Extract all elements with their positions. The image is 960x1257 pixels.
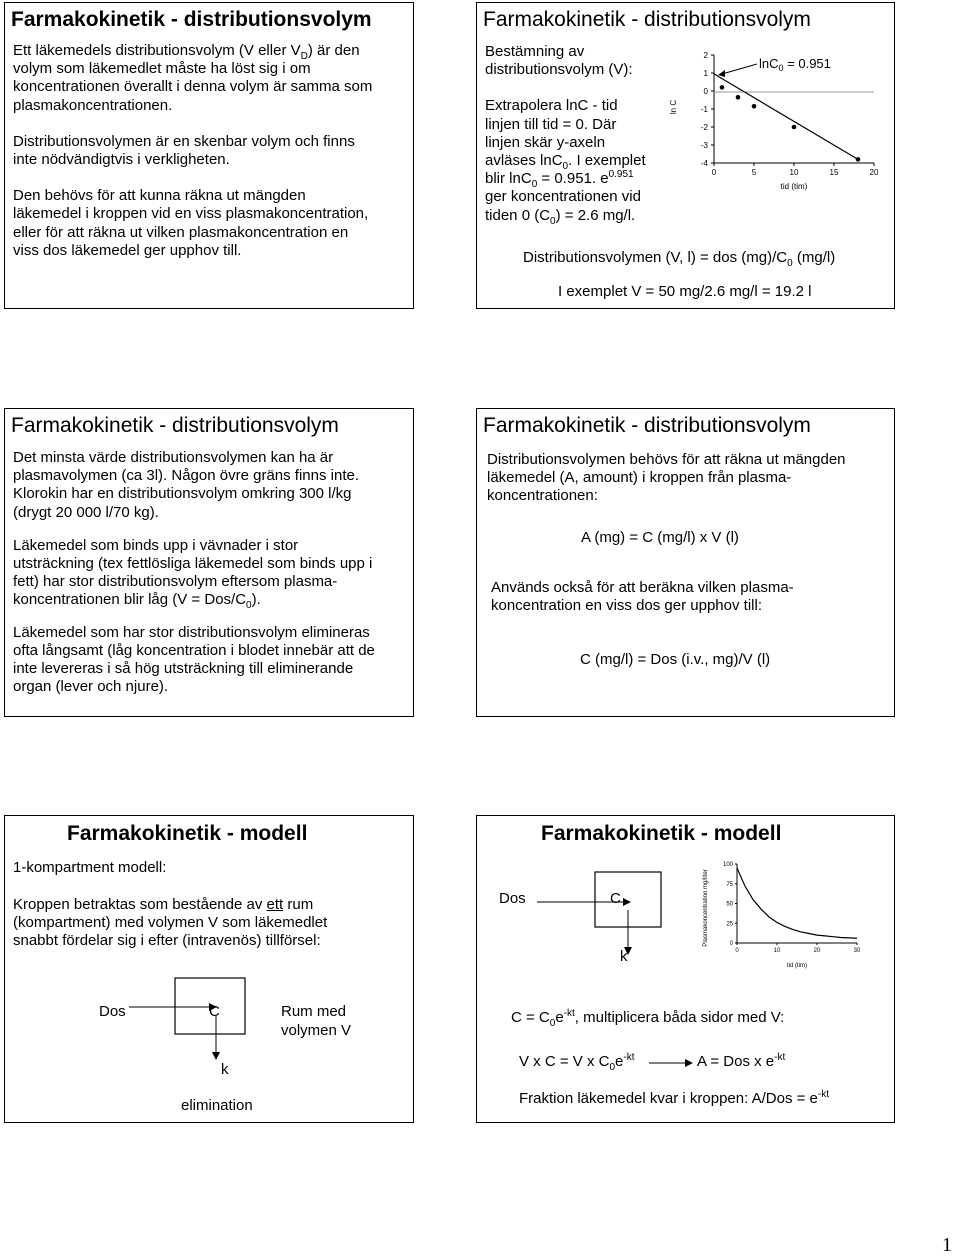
text-line: eller för att räkna ut vilken plasmakoncentration en [13,223,349,241]
slide-title: Farmakokinetik - modell [67,822,308,845]
volume-formula: Distributionsvolymen (V, l) = dos $(mg)/C_0$ (mg/l) [523,249,836,269]
slide-body [13,449,375,696]
slide-title: Farmakokinetik - distributionsvolym [483,8,811,31]
dose-label: Dos [499,890,526,907]
data-point [856,157,861,162]
annotation-arrow [722,64,757,74]
room-label-line: volymen V [281,1022,352,1039]
text-line: plasmavolymen (ca 3l). Någon övre gräns finns inte. [13,467,359,485]
decay-curve [737,868,857,938]
text-line: Läkemedel som har stor distributionsvolym elimineras [13,623,370,641]
equation-concentration: $C = C_0e^{-kt}$, multiplicera båda sidor med V: [511,1008,785,1029]
text-line: viss dos läkemedel ger upphov till. [13,241,242,259]
rate-constant-label: k [221,1061,229,1078]
x-tick-label: 0 [711,168,717,177]
elimination-label: elimination [181,1097,253,1114]
y-tick-label: 2 [703,51,708,60]
text-line: koncentrationen överallt i denna volym är samma som [13,78,373,96]
text-line: Ett läkemedels distributionsvolym (V eller $V_D$) är den [13,42,360,62]
y-tick-label: 0 [729,941,733,947]
ln-c-time-chart [662,47,892,207]
data-marks [714,74,860,162]
text-line: Kroppen betraktas som bestående av ett rum [13,896,314,913]
equation-fraction-remaining: Fraktion läkemedel kvar i kroppen: $A/Dos = e^{-kt}$ [519,1089,830,1107]
intercept-annotation: lnC$_0$ = 0.951 [759,56,831,73]
concentration-label: C [610,890,621,907]
text-line: Den behövs för att kunna räkna ut mängden [13,187,306,205]
annotation-arrow-head [718,70,725,77]
x-tick-label: 0 [735,948,739,954]
regression-line [714,74,858,160]
slide-body [487,451,846,506]
room-label-line: Rum med [281,1003,347,1020]
data-point [752,104,757,109]
x-tick-label: 20 [869,168,879,177]
slide-distributionsvolym-range [4,408,414,717]
slide-body [13,896,327,951]
compartment-diagram [85,976,385,1116]
y-tick-label: 75 [726,881,733,888]
text-line: blir lnC$_0$ = 0.951. $e^{0.951}$ [485,169,634,191]
x-tick-label: 10 [789,168,799,177]
text-line: linjen skär y-axeln [485,133,606,151]
y-tick-label: 0 [703,87,708,96]
model-flow-diagram [493,866,673,976]
x-tick-label: 20 [813,948,821,954]
equation-multiply-v: V x C = V x $C_0e^{-kt}$ [519,1052,635,1073]
slide-title: Farmakokinetik - distributionsvolym [11,8,372,31]
text-line: volym som läkemedlet måste ha löst sig i om [13,60,311,78]
concentration-formula: C (mg/l) = Dos (i.v., mg)/V (l) [580,651,771,668]
data-point [736,95,741,100]
y-axis-label: Plasmakoncentration mg/liter [703,869,709,947]
text-line: läkemedel (A, amount) i kroppen från plasma- [487,469,792,487]
x-axis-label: tid (tim) [780,182,808,191]
text-line: (kompartment) med volymen V som läkemedlet [13,914,328,932]
rate-constant-label: k [620,948,628,965]
text-line: (drygt 20 000 l/70 kg). [13,503,159,521]
text-line: tiden 0 $(C_0) = 2.6$ mg/l. [485,206,636,227]
implies-arrow-head [685,1059,693,1067]
slide-one-compartment-model [4,815,414,1123]
dose-arrow-head [623,898,631,906]
text-line: organ (lever och njure). [13,678,169,696]
text-line: Distributionsvolymen är en skenbar volym och finns [13,132,355,150]
text-line: snabbt fördelar sig i efter (intravenös) tillförsel: [13,932,321,950]
y-tick-label: -3 [700,141,708,150]
text-line: koncentrationen blir låg (V = Dos/$C_0$). [13,591,261,612]
model-intro: 1-kompartment modell: [13,859,167,876]
text-line: Bestämning av [485,43,585,60]
text-line: utsträckning (tex fettlösliga läkemedel som binds upp i [13,555,373,573]
y-tick-label: 50 [726,901,733,908]
x-tick-label: 10 [773,948,781,954]
slide-title: Farmakokinetik - distributionsvolym [483,414,811,437]
y-tick-label: -1 [700,105,708,114]
y-tick-label: -4 [700,159,708,168]
text-line: koncentration en viss dos ger upphov till: [491,597,762,615]
text-line: Det minsta värde distributionsvolymen kan ha är [13,449,334,466]
slide-bestamning-distributionsvolym [476,2,895,309]
y-tick-labels [701,51,714,168]
text-line: Extrapolera lnC - tid [485,97,618,115]
data-marks [737,868,857,938]
text-line: ger koncentrationen vid [485,188,641,206]
y-tick-label: 100 [722,862,733,868]
elimination-arrow-head [212,1052,220,1060]
plasma-concentration-chart [697,856,872,976]
slide-body-second [491,579,794,615]
x-tick-labels [735,943,861,954]
room-label [281,1002,351,1040]
equation-amount: A = Dos x $e^{-kt}$ [697,1052,786,1070]
y-tick-label: 25 [726,921,733,928]
text-line: plasmakoncentrationen. [13,96,173,114]
text-line: Läkemedel som binds upp i vävnader i stor [13,536,299,554]
x-axis-label: tid (tim) [787,963,807,969]
slide-distributionsvolym-usage [476,408,895,717]
y-tick-label: 1 [703,69,708,78]
page-number: 1 [942,1234,952,1256]
slide-body [13,42,372,260]
text-line: inte levereras i så hög utsträckning till eliminerande [13,660,354,678]
text-line: fett) har stor distributionsvolym eftersom plasma- [13,573,338,591]
x-tick-label: 5 [751,168,757,177]
slide-title: Farmakokinetik - distributionsvolym [11,414,339,437]
y-tick-label: -2 [700,123,708,132]
volume-example: I exemplet V = 50 mg/2.6 mg/l = 19.2 l [558,283,812,300]
text-line: Distributionsvolymen behövs för att räkna ut mängden [487,451,846,468]
text-line: läkemedel i kroppen vid en viss plasmakoncentration, [13,205,369,223]
amount-formula: A (mg) = C (mg/l) x V (l) [581,529,739,546]
implies-arrow [647,1056,697,1070]
data-point [720,85,725,90]
text-line: inte nödvändigtvis i verkligheten. [13,151,230,169]
text-line: ofta långsamt (låg koncentration i blodet innebär att de [13,641,375,659]
slide-body [485,43,646,225]
concentration-label: C [209,1003,220,1020]
slide-model-equations [476,815,895,1123]
x-tick-label: 15 [829,168,839,177]
slide-title: Farmakokinetik - modell [541,822,782,845]
data-point [792,125,797,130]
text-line: Används också för att beräkna vilken plasma- [491,579,794,596]
x-tick-labels [712,163,879,177]
y-tick-labels [723,862,737,947]
x-tick-label: 30 [853,948,861,954]
text-line: Klorokin har en distributionsvolym omkring 300 l/kg [13,485,352,503]
slide-distributionsvolym-definition [4,2,414,309]
text-line: koncentrationen: [487,487,598,505]
text-line: linjen till tid = 0. Där [485,115,617,133]
dose-label: Dos [99,1003,126,1020]
text-line: distributionsvolym (V): [485,61,633,79]
text-line: avläses lnC$_0$. I exemplet [485,152,646,173]
y-axis-label: ln C [669,99,678,115]
